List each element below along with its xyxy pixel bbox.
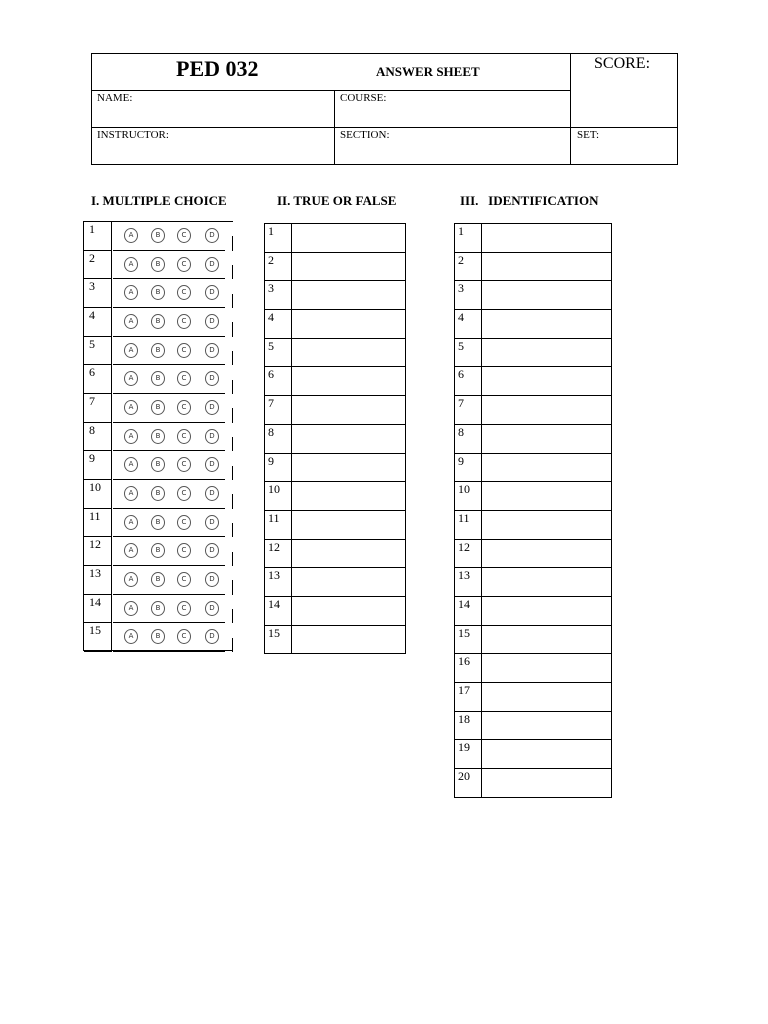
answer-bubble-a[interactable]: A xyxy=(124,314,138,329)
answer-row xyxy=(265,453,406,482)
answer-bubble-b[interactable]: B xyxy=(151,486,165,501)
mc-row xyxy=(84,279,233,308)
answer-field[interactable] xyxy=(482,683,612,712)
answer-bubble-d[interactable]: D xyxy=(205,371,219,386)
answer-row xyxy=(455,596,612,625)
row-edge xyxy=(232,609,233,623)
mc-options xyxy=(113,251,233,280)
answer-bubble-c[interactable]: C xyxy=(177,429,191,444)
item-number: 20 xyxy=(455,769,482,798)
answer-field[interactable] xyxy=(292,310,406,339)
item-number: 5 xyxy=(455,338,482,367)
answer-bubble-a[interactable]: A xyxy=(124,486,138,501)
answer-row xyxy=(265,252,406,281)
answer-bubble-b[interactable]: B xyxy=(151,371,165,386)
mc-row xyxy=(84,337,233,366)
answer-row xyxy=(265,396,406,425)
answer-bubble-b[interactable]: B xyxy=(151,400,165,415)
row-edge xyxy=(232,552,233,566)
answer-row xyxy=(455,367,612,396)
set-field[interactable]: SET: xyxy=(577,129,600,141)
answer-bubble-d[interactable]: D xyxy=(205,343,219,358)
answer-row xyxy=(265,424,406,453)
answer-field[interactable] xyxy=(292,424,406,453)
answer-bubble-c[interactable]: C xyxy=(177,257,191,272)
item-number: 3 xyxy=(265,281,292,310)
answer-bubble-c[interactable]: C xyxy=(177,400,191,415)
divider xyxy=(92,127,677,128)
item-number: 7 xyxy=(265,396,292,425)
mc-item-number: 2 xyxy=(84,251,112,280)
mc-item-number: 5 xyxy=(84,337,112,366)
answer-field[interactable] xyxy=(482,654,612,683)
mc-item-number: 8 xyxy=(84,423,112,452)
item-number: 3 xyxy=(455,281,482,310)
answer-field[interactable] xyxy=(292,252,406,281)
answer-field[interactable] xyxy=(482,224,612,253)
answer-row xyxy=(265,539,406,568)
answer-row xyxy=(455,252,612,281)
answer-field[interactable] xyxy=(482,740,612,769)
item-number: 2 xyxy=(455,252,482,281)
answer-bubble-d[interactable]: D xyxy=(205,543,219,558)
answer-row xyxy=(265,510,406,539)
answer-bubble-d[interactable]: D xyxy=(205,400,219,415)
mc-item-number: 13 xyxy=(84,566,112,595)
answer-bubble-c[interactable]: C xyxy=(177,515,191,530)
answer-bubble-c[interactable]: C xyxy=(177,629,191,644)
mc-item-number: 4 xyxy=(84,308,112,337)
answer-row xyxy=(455,711,612,740)
answer-field[interactable] xyxy=(292,367,406,396)
identification-title: III. IDENTIFICATION xyxy=(460,193,599,208)
mc-row xyxy=(84,480,233,509)
item-number: 6 xyxy=(455,367,482,396)
answer-bubble-a[interactable]: A xyxy=(124,601,138,616)
answer-bubble-c[interactable]: C xyxy=(177,572,191,587)
answer-field[interactable] xyxy=(482,310,612,339)
answer-bubble-c[interactable]: C xyxy=(177,343,191,358)
answer-bubble-a[interactable]: A xyxy=(124,400,138,415)
answer-bubble-c[interactable]: C xyxy=(177,314,191,329)
instructor-field[interactable]: INSTRUCTOR: xyxy=(97,129,169,141)
answer-row xyxy=(265,338,406,367)
answer-bubble-b[interactable]: B xyxy=(151,429,165,444)
mc-options xyxy=(113,337,233,366)
row-edge xyxy=(232,380,233,394)
answer-bubble-d[interactable]: D xyxy=(205,572,219,587)
answer-row xyxy=(455,769,612,798)
answer-row xyxy=(455,482,612,511)
item-number: 15 xyxy=(455,625,482,654)
answer-bubble-a[interactable]: A xyxy=(124,228,138,243)
answer-bubble-b[interactable]: B xyxy=(151,314,165,329)
item-number: 7 xyxy=(455,396,482,425)
mc-row xyxy=(84,451,233,480)
mc-item-number: 7 xyxy=(84,394,112,423)
item-number: 2 xyxy=(265,252,292,281)
course-field[interactable]: COURSE: xyxy=(340,92,387,104)
item-number: 15 xyxy=(265,625,292,654)
answer-bubble-a[interactable]: A xyxy=(124,629,138,644)
answer-bubble-b[interactable]: B xyxy=(151,228,165,243)
item-number: 13 xyxy=(455,568,482,597)
answer-field[interactable] xyxy=(292,510,406,539)
answer-field[interactable] xyxy=(482,453,612,482)
answer-row xyxy=(265,310,406,339)
mc-item-number: 15 xyxy=(84,623,112,652)
row-edge xyxy=(232,236,233,250)
answer-bubble-d[interactable]: D xyxy=(205,228,219,243)
row-edge xyxy=(232,351,233,365)
answer-bubble-d[interactable]: D xyxy=(205,257,219,272)
score-label: SCORE: xyxy=(594,55,651,72)
answer-row xyxy=(455,740,612,769)
mc-item-number: 3 xyxy=(84,279,112,308)
mc-item-number: 6 xyxy=(84,365,112,394)
answer-field[interactable] xyxy=(482,568,612,597)
answer-field[interactable] xyxy=(292,539,406,568)
course-code: PED 032 xyxy=(176,56,259,81)
answer-row xyxy=(265,625,406,654)
mc-options xyxy=(113,595,233,624)
answer-field[interactable] xyxy=(292,453,406,482)
true-false-table xyxy=(264,223,406,654)
answer-row xyxy=(265,482,406,511)
mc-row xyxy=(84,537,233,566)
divider xyxy=(92,90,571,91)
answer-field[interactable] xyxy=(482,367,612,396)
name-field[interactable]: NAME: xyxy=(97,92,133,104)
answer-bubble-a[interactable]: A xyxy=(124,457,138,472)
answer-field[interactable] xyxy=(482,424,612,453)
mc-item-number: 10 xyxy=(84,480,112,509)
answer-field[interactable] xyxy=(482,396,612,425)
row-edge xyxy=(232,322,233,336)
true-false-title: II. TRUE OR FALSE xyxy=(277,193,397,208)
mc-item-number: 1 xyxy=(84,222,112,251)
row-edge xyxy=(232,494,233,508)
item-number: 17 xyxy=(455,683,482,712)
answer-row xyxy=(455,338,612,367)
answer-field[interactable] xyxy=(292,596,406,625)
mc-row xyxy=(84,308,233,337)
mc-options xyxy=(113,365,233,394)
answer-bubble-c[interactable]: C xyxy=(177,486,191,501)
answer-bubble-b[interactable]: B xyxy=(151,572,165,587)
row-edge xyxy=(232,408,233,422)
item-number: 8 xyxy=(265,424,292,453)
item-number: 19 xyxy=(455,740,482,769)
answer-bubble-d[interactable]: D xyxy=(205,515,219,530)
answer-bubble-c[interactable]: C xyxy=(177,285,191,300)
answer-row xyxy=(265,596,406,625)
answer-bubble-b[interactable]: B xyxy=(151,543,165,558)
answer-row xyxy=(455,310,612,339)
mc-row xyxy=(84,595,233,624)
item-number: 12 xyxy=(265,539,292,568)
answer-bubble-c[interactable]: C xyxy=(177,543,191,558)
mc-item-number: 11 xyxy=(84,509,112,538)
mc-item-number: 12 xyxy=(84,537,112,566)
answer-row xyxy=(455,683,612,712)
mc-row xyxy=(84,251,233,280)
answer-bubble-c[interactable]: C xyxy=(177,601,191,616)
mc-row xyxy=(84,365,233,394)
row-edge xyxy=(232,294,233,308)
answer-row xyxy=(455,568,612,597)
answer-bubble-a[interactable]: A xyxy=(124,371,138,386)
item-number: 10 xyxy=(455,482,482,511)
answer-field[interactable] xyxy=(482,510,612,539)
answer-field[interactable] xyxy=(482,596,612,625)
answer-field[interactable] xyxy=(292,224,406,253)
answer-row xyxy=(455,281,612,310)
answer-bubble-a[interactable]: A xyxy=(124,543,138,558)
answer-bubble-d[interactable]: D xyxy=(205,601,219,616)
answer-field[interactable] xyxy=(482,338,612,367)
row-edge xyxy=(232,580,233,594)
item-number: 11 xyxy=(265,510,292,539)
item-number: 1 xyxy=(455,224,482,253)
answer-row xyxy=(455,625,612,654)
answer-bubble-d[interactable]: D xyxy=(205,314,219,329)
item-number: 6 xyxy=(265,367,292,396)
mc-options xyxy=(113,423,233,452)
answer-field[interactable] xyxy=(482,711,612,740)
answer-row xyxy=(455,510,612,539)
mc-options xyxy=(113,394,233,423)
answer-bubble-a[interactable]: A xyxy=(124,257,138,272)
answer-bubble-d[interactable]: D xyxy=(205,457,219,472)
answer-field[interactable] xyxy=(482,539,612,568)
item-number: 14 xyxy=(265,596,292,625)
item-number: 9 xyxy=(265,453,292,482)
row-underline xyxy=(113,651,225,652)
answer-row xyxy=(455,396,612,425)
mc-row xyxy=(84,566,233,595)
answer-bubble-b[interactable]: B xyxy=(151,285,165,300)
identification-table xyxy=(454,223,612,798)
section-field[interactable]: SECTION: xyxy=(340,129,390,141)
mc-row xyxy=(84,222,233,251)
mc-options xyxy=(113,509,233,538)
answer-row xyxy=(455,424,612,453)
answer-field[interactable] xyxy=(292,625,406,654)
answer-row xyxy=(265,367,406,396)
item-number: 8 xyxy=(455,424,482,453)
answer-row xyxy=(455,224,612,253)
answer-bubble-d[interactable]: D xyxy=(205,486,219,501)
mc-item-number: 9 xyxy=(84,451,112,480)
divider xyxy=(570,54,571,164)
item-number: 5 xyxy=(265,338,292,367)
item-number: 11 xyxy=(455,510,482,539)
answer-bubble-b[interactable]: B xyxy=(151,601,165,616)
answer-field[interactable] xyxy=(482,252,612,281)
answer-field[interactable] xyxy=(292,281,406,310)
answer-bubble-c[interactable]: C xyxy=(177,228,191,243)
row-edge xyxy=(232,638,233,652)
item-number: 4 xyxy=(455,310,482,339)
mc-row xyxy=(84,394,233,423)
item-number: 10 xyxy=(265,482,292,511)
item-number: 18 xyxy=(455,711,482,740)
multiple-choice-grid xyxy=(83,221,233,651)
answer-row xyxy=(265,281,406,310)
answer-bubble-b[interactable]: B xyxy=(151,457,165,472)
mc-options xyxy=(113,623,233,652)
answer-field[interactable] xyxy=(482,625,612,654)
answer-bubble-d[interactable]: D xyxy=(205,285,219,300)
mc-row xyxy=(84,509,233,538)
sheet-title: ANSWER SHEET xyxy=(376,64,480,79)
answer-field[interactable] xyxy=(292,482,406,511)
mc-options xyxy=(113,222,233,251)
answer-field[interactable] xyxy=(482,482,612,511)
answer-field[interactable] xyxy=(292,338,406,367)
mc-item-number: 14 xyxy=(84,595,112,624)
answer-bubble-b[interactable]: B xyxy=(151,515,165,530)
answer-bubble-a[interactable]: A xyxy=(124,429,138,444)
answer-bubble-a[interactable]: A xyxy=(124,572,138,587)
answer-bubble-b[interactable]: B xyxy=(151,257,165,272)
item-number: 9 xyxy=(455,453,482,482)
answer-bubble-d[interactable]: D xyxy=(205,629,219,644)
row-edge xyxy=(232,523,233,537)
answer-field[interactable] xyxy=(482,281,612,310)
answer-field[interactable] xyxy=(292,568,406,597)
answer-bubble-b[interactable]: B xyxy=(151,629,165,644)
item-number: 13 xyxy=(265,568,292,597)
answer-bubble-d[interactable]: D xyxy=(205,429,219,444)
item-number: 12 xyxy=(455,539,482,568)
mc-options xyxy=(113,279,233,308)
answer-row xyxy=(265,568,406,597)
mc-options xyxy=(113,451,233,480)
answer-bubble-a[interactable]: A xyxy=(124,285,138,300)
mc-options xyxy=(113,308,233,337)
item-number: 1 xyxy=(265,224,292,253)
mc-options xyxy=(113,480,233,509)
answer-row xyxy=(455,453,612,482)
divider xyxy=(334,90,335,164)
mc-options xyxy=(113,566,233,595)
answer-row xyxy=(265,224,406,253)
multiple-choice-title: I. MULTIPLE CHOICE xyxy=(91,193,227,208)
answer-field[interactable] xyxy=(292,396,406,425)
answer-bubble-c[interactable]: C xyxy=(177,371,191,386)
answer-bubble-a[interactable]: A xyxy=(124,343,138,358)
answer-field[interactable] xyxy=(482,769,612,798)
row-edge xyxy=(232,265,233,279)
answer-row xyxy=(455,539,612,568)
answer-bubble-a[interactable]: A xyxy=(124,515,138,530)
header-box xyxy=(91,53,678,165)
answer-bubble-b[interactable]: B xyxy=(151,343,165,358)
item-number: 4 xyxy=(265,310,292,339)
mc-options xyxy=(113,537,233,566)
mc-row xyxy=(84,423,233,452)
answer-bubble-c[interactable]: C xyxy=(177,457,191,472)
item-number: 14 xyxy=(455,596,482,625)
answer-row xyxy=(455,654,612,683)
item-number: 16 xyxy=(455,654,482,683)
row-edge xyxy=(232,437,233,451)
mc-row xyxy=(84,623,233,652)
row-edge xyxy=(232,466,233,480)
